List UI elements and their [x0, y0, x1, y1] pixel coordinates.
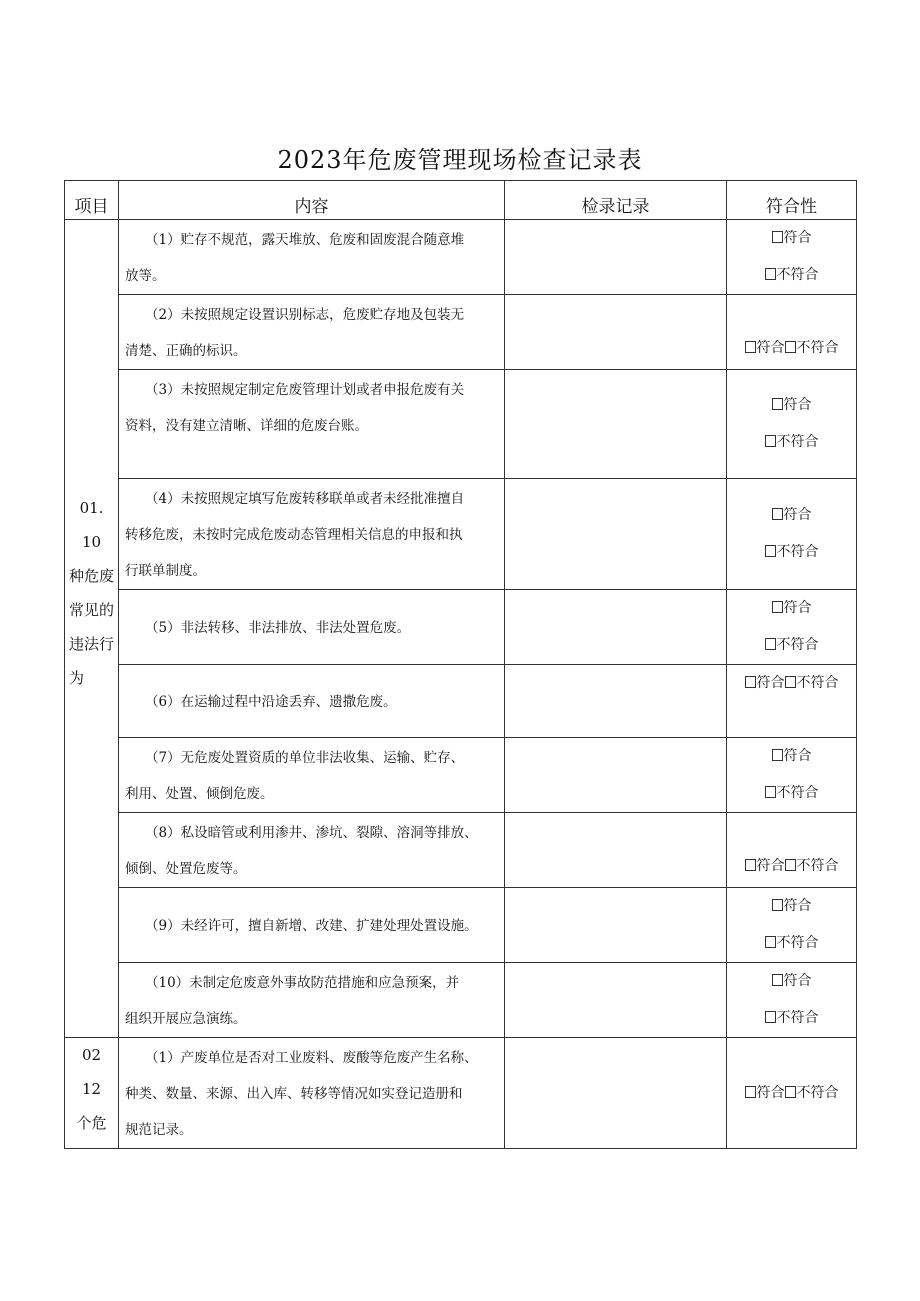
- compliance-no-label: 不符合: [776, 1010, 819, 1026]
- record-cell[interactable]: [505, 479, 727, 590]
- compliance-cell: [727, 665, 857, 738]
- compliance-yes-label: 符合: [783, 898, 812, 914]
- compliance-cell: [727, 295, 857, 370]
- header-compliance: 符合性: [727, 181, 857, 220]
- record-cell[interactable]: [505, 370, 727, 479]
- checkbox-no[interactable]: [785, 1086, 796, 1098]
- compliance-no-label: 不符合: [796, 340, 839, 356]
- content-text: （7）无危废处置资质的单位非法收集、运输、贮存、: [145, 750, 465, 766]
- checkbox-no[interactable]: [765, 435, 776, 447]
- compliance-cell: [727, 370, 857, 479]
- inspection-table: [64, 180, 857, 1149]
- content-cell: [119, 479, 505, 590]
- compliance-yes-label: 符合: [756, 675, 785, 691]
- content-cell: [119, 738, 505, 813]
- content-text: （8）私设暗管或利用渗井、渗坑、裂隙、溶洞等排放、: [145, 825, 478, 841]
- compliance-yes-label: 符合: [783, 600, 812, 616]
- table-row: [65, 963, 857, 1038]
- content-cell: [119, 665, 505, 738]
- content-cell: [119, 813, 505, 888]
- compliance-no-label: 不符合: [776, 935, 819, 951]
- checkbox-no[interactable]: [765, 545, 776, 557]
- table-row: [65, 665, 857, 738]
- compliance-cell: [727, 813, 857, 888]
- content-text: 组织开展应急演练。: [125, 1011, 247, 1027]
- item-text: 种危废: [69, 567, 115, 585]
- compliance-cell: [727, 963, 857, 1038]
- item-text: 常见的: [69, 601, 115, 619]
- table-row: [65, 888, 857, 963]
- record-cell[interactable]: [505, 963, 727, 1038]
- item-cell-group-2: [65, 1038, 119, 1149]
- content-text: （5）非法转移、非法排放、非法处置危废。: [145, 620, 411, 636]
- content-text: 种类、数量、来源、出入库、转移等情况如实登记造册和: [125, 1086, 463, 1102]
- content-text: 利用、处置、倾倒危废。: [125, 786, 274, 802]
- record-cell[interactable]: [505, 220, 727, 295]
- checkbox-no[interactable]: [785, 676, 796, 688]
- content-text: 倾倒、处置危废等。: [125, 861, 247, 877]
- content-text: 规范记录。: [125, 1122, 193, 1138]
- record-cell[interactable]: [505, 590, 727, 665]
- record-cell[interactable]: [505, 738, 727, 813]
- checkbox-no[interactable]: [765, 786, 776, 798]
- compliance-no-label: 不符合: [776, 434, 819, 450]
- content-text: 转移危废，未按时完成危废动态管理相关信息的申报和执: [125, 527, 463, 543]
- table-row: [65, 295, 857, 370]
- compliance-cell: [727, 590, 857, 665]
- checkbox-yes[interactable]: [772, 398, 783, 410]
- compliance-yes-label: 符合: [756, 1084, 785, 1101]
- checkbox-yes[interactable]: [772, 974, 783, 986]
- item-text: 12: [81, 1080, 102, 1098]
- checkbox-yes[interactable]: [745, 676, 756, 688]
- checkbox-yes[interactable]: [772, 601, 783, 613]
- content-cell: [119, 370, 505, 479]
- table-row: [65, 220, 857, 295]
- checkbox-yes[interactable]: [772, 749, 783, 761]
- header-row: [65, 181, 857, 220]
- header-content: 内容: [119, 181, 505, 220]
- checkbox-yes[interactable]: [745, 341, 756, 353]
- item-text: 10: [81, 533, 102, 551]
- compliance-yes-label: 符合: [756, 858, 785, 874]
- item-text: 个危: [76, 1114, 107, 1132]
- compliance-no-label: 不符合: [776, 785, 819, 801]
- content-text: （1）产废单位是否对工业废料、废酸等危废产生名称、: [145, 1050, 478, 1066]
- table-row: [65, 479, 857, 590]
- table-row: [65, 738, 857, 813]
- checkbox-yes[interactable]: [772, 508, 783, 520]
- table-row: [65, 1038, 857, 1149]
- compliance-no-label: 不符合: [796, 858, 839, 874]
- compliance-cell: [727, 738, 857, 813]
- content-text: 放等。: [125, 268, 166, 284]
- header-record: 检录记录: [505, 181, 727, 220]
- item-text: 02: [81, 1046, 102, 1064]
- compliance-no-label: 不符合: [776, 637, 819, 653]
- content-text: 资料，没有建立清晰、详细的危废台账。: [125, 418, 368, 434]
- checkbox-no[interactable]: [785, 859, 796, 871]
- checkbox-no[interactable]: [765, 936, 776, 948]
- checkbox-no[interactable]: [765, 638, 776, 650]
- compliance-yes-label: 符合: [783, 397, 812, 413]
- compliance-yes-label: 符合: [783, 507, 812, 523]
- content-text: （1）贮存不规范，露天堆放、危废和固废混合随意堆: [145, 232, 465, 248]
- content-text: （10）未制定危废意外事故防范措施和应急预案，并: [145, 975, 460, 991]
- content-text: （2）未按照规定设置识别标志，危废贮存地及包装无: [145, 307, 465, 323]
- record-cell[interactable]: [505, 1038, 727, 1149]
- record-cell[interactable]: [505, 295, 727, 370]
- compliance-cell: [727, 1038, 857, 1149]
- compliance-yes-label: 符合: [756, 340, 785, 356]
- item-text: 01.: [79, 499, 104, 517]
- item-text: 为: [69, 669, 85, 687]
- checkbox-yes[interactable]: [772, 231, 783, 243]
- record-cell[interactable]: [505, 665, 727, 738]
- content-cell: [119, 888, 505, 963]
- compliance-yes-label: 符合: [783, 973, 812, 989]
- checkbox-yes[interactable]: [745, 1086, 756, 1098]
- content-cell: [119, 590, 505, 665]
- item-text: 违法行: [69, 635, 115, 653]
- compliance-no-label: 不符合: [796, 1084, 839, 1101]
- content-text: 清楚、正确的标识。: [125, 343, 247, 359]
- checkbox-yes[interactable]: [745, 859, 756, 871]
- table-row: [65, 813, 857, 888]
- compliance-cell: [727, 220, 857, 295]
- page-title: 2023年危废管理现场检查记录表: [277, 146, 643, 174]
- compliance-yes-label: 符合: [783, 748, 812, 764]
- compliance-no-label: 不符合: [796, 675, 839, 691]
- compliance-cell: [727, 479, 857, 590]
- checkbox-no[interactable]: [765, 268, 776, 280]
- content-cell: [119, 220, 505, 295]
- compliance-no-label: 不符合: [776, 267, 819, 283]
- compliance-yes-label: 符合: [783, 230, 812, 246]
- compliance-cell: [727, 888, 857, 963]
- checkbox-yes[interactable]: [772, 899, 783, 911]
- content-text: （4）未按照规定填写危废转移联单或者未经批准擅自: [145, 491, 465, 507]
- content-text: （9）未经许可，擅自新增、改建、扩建处理处置设施。: [145, 918, 478, 934]
- header-item: 项目: [65, 181, 119, 220]
- content-cell: [119, 1038, 505, 1149]
- content-text: （3）未按照规定制定危废管理计划或者申报危废有关: [145, 382, 465, 398]
- compliance-no-label: 不符合: [776, 544, 819, 560]
- content-cell: [119, 963, 505, 1038]
- record-cell[interactable]: [505, 888, 727, 963]
- item-cell-group-1: [65, 220, 119, 1038]
- content-text: 行联单制度。: [125, 563, 206, 579]
- checkbox-no[interactable]: [785, 341, 796, 353]
- table-row: [65, 370, 857, 479]
- content-text: （6）在运输过程中沿途丢弃、遗撒危废。: [145, 694, 397, 710]
- record-cell[interactable]: [505, 813, 727, 888]
- table-row: [65, 590, 857, 665]
- content-cell: [119, 295, 505, 370]
- checkbox-no[interactable]: [765, 1011, 776, 1023]
